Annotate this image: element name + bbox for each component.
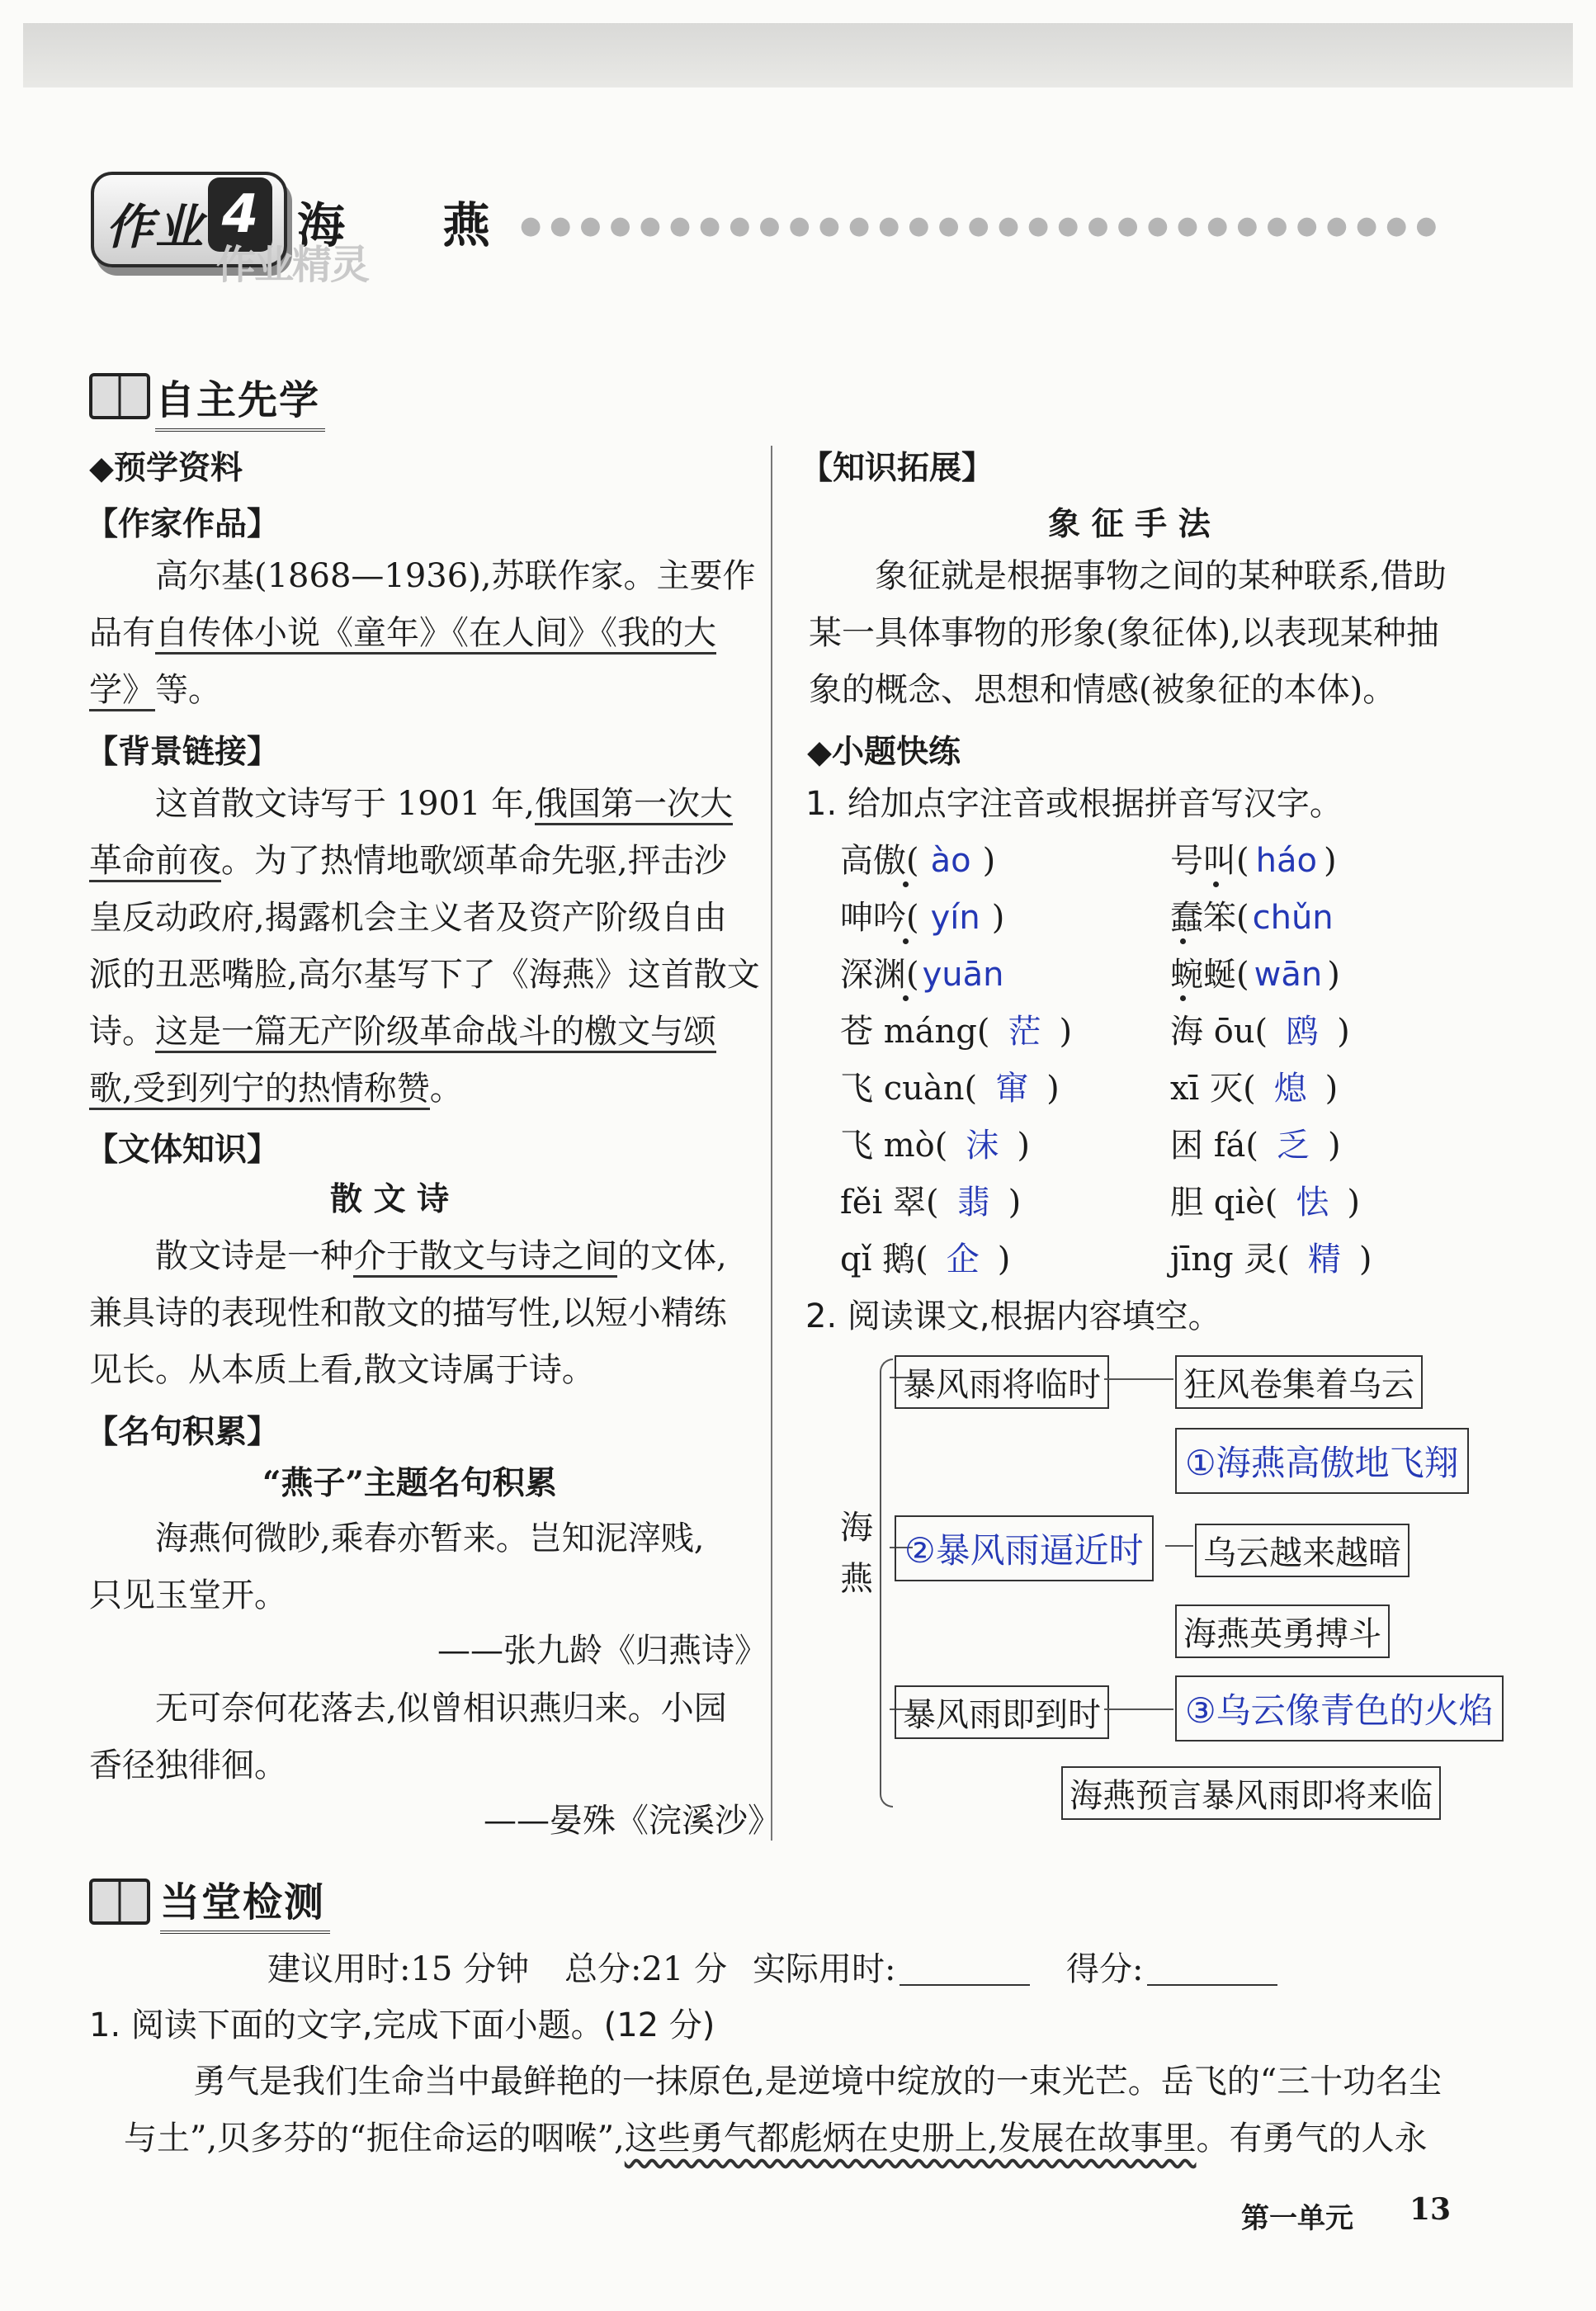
- hanzi-answer[interactable]: 沫: [966, 1127, 999, 1165]
- pinyin-item: [840, 1231, 1010, 1288]
- test-q1-prompt: 1. 阅读下面的文字,完成下面小题。(12 分): [89, 2006, 715, 2044]
- pinyin-word: 胆 qiè(: [1170, 1184, 1278, 1222]
- pinyin-answer[interactable]: yín: [930, 899, 980, 937]
- hanzi-answer[interactable]: 熄: [1273, 1070, 1307, 1108]
- pinyin-word: qǐ 鹅(: [840, 1241, 928, 1278]
- genre-line1: [155, 1228, 727, 1285]
- book-icon: [89, 1879, 150, 1925]
- emphasis-dot: [1180, 995, 1186, 1001]
- map-stage1-item2: [1175, 1428, 1469, 1494]
- pinyin-word: 蜿蜒(: [1170, 956, 1249, 994]
- pinyin-close: ): [1008, 1184, 1022, 1222]
- pinyin-item: [1170, 1231, 1372, 1288]
- pinyin-item: [840, 947, 1008, 1004]
- pinyin-item: [840, 890, 1004, 947]
- pinyin-word: 飞 mò(: [840, 1127, 948, 1165]
- knowledge-line3: 象的概念、思想和情感(被象征的本体)。: [809, 671, 1396, 709]
- pinyin-item: [1170, 890, 1337, 947]
- map-stage-1: 暴风雨将临时: [895, 1355, 1109, 1409]
- badge-prefix: 作业: [106, 199, 205, 255]
- pinyin-close: ): [1347, 1184, 1360, 1222]
- map-stage3-item1: [1175, 1675, 1504, 1742]
- emphasis-dot: [903, 881, 909, 887]
- section-title-self-study: 自主先学: [155, 368, 325, 432]
- q1-prompt: 1. 给加点字注音或根据拼音写汉字。: [805, 785, 1343, 823]
- footer-unit: 第一单元: [1241, 2202, 1353, 2235]
- pinyin-item: [1170, 1174, 1360, 1231]
- author-line3-a: 学》: [89, 671, 155, 711]
- genre-title: 散 文 诗: [330, 1180, 450, 1218]
- pinyin-word: 高傲(: [840, 842, 919, 880]
- background-line5-b: 这是一篇无产阶级革命战斗的檄文与颂: [155, 1013, 716, 1053]
- author-line3-b: 等。: [155, 671, 221, 709]
- pinyin-close: ): [1327, 1127, 1341, 1165]
- genre-label: 【文体知识】: [86, 1131, 280, 1169]
- pinyin-answer[interactable]: yuān: [922, 956, 1004, 994]
- genre-line3: 见长。从本质上看,散文诗属于诗。: [89, 1351, 595, 1389]
- pinyin-item: [1170, 833, 1337, 890]
- watermark: 作业精灵: [216, 242, 369, 288]
- title-dots: ●●●●●●●●●●●●●●●●●●●●●●●●●●●●●●●: [520, 211, 1446, 240]
- score-label: 得分:: [1066, 1950, 1144, 1988]
- pinyin-close: ): [1358, 1241, 1372, 1278]
- pinyin-answer[interactable]: chǔn: [1252, 899, 1334, 937]
- column-divider: [771, 446, 772, 1841]
- emphasis-dot: [1213, 881, 1219, 887]
- section-title-in-class-test: 当堂检测: [160, 1870, 330, 1934]
- answer-1[interactable]: ①海燕高傲地飞翔: [1185, 1443, 1459, 1483]
- pinyin-word: 苍 máng(: [840, 1013, 990, 1051]
- suggested-time: 建议用时:15 分钟: [267, 1950, 530, 1988]
- map-connector: [1104, 1378, 1173, 1380]
- pinyin-close: ): [1324, 1070, 1339, 1108]
- actual-time-label: 实际用时:: [753, 1950, 896, 1988]
- actual-time-blank[interactable]: [900, 1984, 1030, 1986]
- map-connector: [1104, 1708, 1173, 1710]
- pinyin-item: [840, 1118, 1030, 1174]
- map-stage-3: 暴风雨即到时: [895, 1685, 1109, 1739]
- pinyin-answer[interactable]: wān: [1254, 956, 1323, 994]
- pinyin-item: [1170, 947, 1340, 1004]
- map-root: 海 燕: [840, 1509, 873, 1598]
- pinyin-close: ): [1017, 1127, 1030, 1165]
- book-icon: [89, 373, 150, 419]
- q2-prompt: 2. 阅读课文,根据内容填空。: [805, 1297, 1221, 1335]
- pinyin-word: xī 灭(: [1170, 1070, 1256, 1108]
- quote2-line1: 无可奈何花落去,似曾相识燕归来。小园: [155, 1690, 727, 1727]
- map-brace: [880, 1359, 893, 1808]
- lesson-title-char-1: 海: [297, 197, 346, 253]
- top-band: [23, 23, 1573, 87]
- practice-heading: ◆小题快练: [807, 733, 961, 771]
- pinyin-close: ): [1059, 1013, 1073, 1051]
- genre-line1-c: 的文体,: [617, 1237, 727, 1275]
- pinyin-word: 深渊(: [840, 956, 919, 994]
- background-line6-b: 。: [429, 1070, 463, 1108]
- passage-line2: [124, 2110, 1428, 2167]
- emphasis-dot: [903, 938, 909, 944]
- hanzi-answer[interactable]: 企: [946, 1241, 980, 1278]
- pinyin-word: 海 ōu(: [1170, 1013, 1268, 1051]
- map-stage2-item2: 海燕英勇搏斗: [1175, 1604, 1390, 1658]
- pinyin-close: ): [982, 842, 996, 880]
- map-connector: [1165, 1545, 1193, 1547]
- pinyin-close: ): [1046, 1070, 1060, 1108]
- score-blank[interactable]: [1147, 1984, 1277, 1986]
- quotes-title: “燕子”主题名句积累: [262, 1464, 557, 1502]
- pinyin-answer[interactable]: háo: [1255, 842, 1317, 880]
- genre-line1-a: 散文诗是一种: [155, 1237, 353, 1275]
- background-line2-b: 。为了热情地歌颂革命先驱,抨击沙: [221, 842, 727, 880]
- hanzi-answer[interactable]: 鸥: [1286, 1013, 1320, 1051]
- pinyin-close: ): [991, 899, 1005, 937]
- pinyin-word: fěi 翠(: [840, 1184, 939, 1222]
- pinyin-close: ): [1337, 1013, 1350, 1051]
- badge-number: 4: [208, 177, 272, 252]
- hanzi-answer[interactable]: 翡: [956, 1184, 990, 1222]
- knowledge-line2: 某一具体事物的形象(象征体),以表现某种抽: [809, 614, 1439, 652]
- passage-line2-a: 与土”,贝多芬的“扼住命运的咽喉”,: [124, 2120, 625, 2157]
- quotes-label: 【名句积累】: [86, 1413, 280, 1451]
- background-line2-a: 革命前夜: [89, 842, 221, 882]
- map-stage3-item2: 海燕预言暴风雨即将来临: [1061, 1766, 1441, 1820]
- pinyin-close: ): [1327, 956, 1340, 994]
- passage-line2-c: 。有勇气的人永: [1196, 2120, 1428, 2157]
- passage-wavy-underline: 这些勇气都彪炳在史册上,发展在故事里: [624, 2120, 1197, 2157]
- preview-heading: ◆预学资料: [89, 449, 243, 487]
- pinyin-item: [1170, 1061, 1338, 1118]
- page-number: 13: [1409, 2192, 1452, 2227]
- background-line3: 皇反动政府,揭露机会主义者及资产阶级自由: [89, 899, 727, 937]
- hanzi-answer[interactable]: 窜: [995, 1070, 1029, 1108]
- quote2-source: ——晏殊《浣溪沙》: [484, 1802, 781, 1840]
- pinyin-word: 呻吟(: [840, 899, 919, 937]
- pinyin-word: 号叫(: [1170, 842, 1249, 880]
- answer-3[interactable]: ③乌云像青色的火焰: [1185, 1690, 1494, 1731]
- passage-line1: 勇气是我们生命当中最鲜艳的一抹原色,是逆境中绽放的一束光芒。岳飞的“三十功名尘: [193, 2063, 1443, 2101]
- pinyin-item: [840, 1174, 1021, 1231]
- background-line2: [89, 833, 727, 890]
- pinyin-close: ): [1323, 842, 1337, 880]
- total-score: 总分:21 分: [564, 1950, 728, 1988]
- pinyin-word: 飞 cuàn(: [840, 1070, 978, 1108]
- hanzi-answer[interactable]: 精: [1307, 1241, 1341, 1278]
- knowledge-label: 【知识拓展】: [800, 449, 994, 487]
- map-stage1-item1: 狂风卷集着乌云: [1175, 1355, 1423, 1409]
- background-line1: [155, 776, 733, 833]
- author-line1: 高尔基(1868—1936),苏联作家。主要作: [155, 557, 756, 595]
- lesson-title-char-2: 燕: [442, 197, 491, 253]
- background-label: 【背景链接】: [86, 733, 280, 771]
- background-line4: 派的丑恶嘴脸,高尔基写下了《海燕》这首散文: [89, 956, 760, 994]
- genre-line2: 兼具诗的表现性和散文的描写性,以短小精练: [89, 1294, 727, 1332]
- quote2-line2: 香径独徘徊。: [89, 1746, 287, 1784]
- quote1-source: ——张九龄《归燕诗》: [437, 1632, 767, 1670]
- author-works-underlined: 自传体小说《童年》《在人间》《我的大: [155, 614, 716, 655]
- author-line2: [89, 605, 716, 662]
- background-line6-a: 歌,受到列宁的热情称赞: [89, 1070, 430, 1110]
- pinyin-item: [1170, 1004, 1350, 1061]
- pinyin-item: [840, 833, 995, 890]
- map-stage-2: [895, 1515, 1154, 1581]
- hanzi-answer[interactable]: 乏: [1276, 1127, 1310, 1165]
- background-line1-b: 俄国第一次大: [535, 785, 733, 825]
- pinyin-word: 蠢笨(: [1170, 899, 1249, 937]
- background-line5-a: 诗。: [89, 1013, 155, 1051]
- background-line1-a: 这首散文诗写于 1901 年,: [155, 785, 535, 823]
- map-stage2-item1: 乌云越来越暗: [1195, 1524, 1409, 1577]
- quote1-line1: 海燕何微眇,乘春亦暂来。岂知泥滓贱,: [155, 1519, 705, 1557]
- pinyin-word: 困 fá(: [1170, 1127, 1258, 1165]
- author-label: 【作家作品】: [86, 505, 280, 543]
- background-line5: [89, 1004, 716, 1061]
- pinyin-item: [840, 1004, 1072, 1061]
- emphasis-dot: [1180, 938, 1186, 944]
- background-line6: [89, 1061, 463, 1118]
- knowledge-line1: 象征就是根据事物之间的某种联系,借助: [875, 557, 1447, 595]
- emphasis-dot: [903, 995, 909, 1001]
- genre-line1-b: 介于散文与诗之间: [353, 1237, 617, 1278]
- pinyin-item: [840, 1061, 1060, 1118]
- hanzi-answer[interactable]: 怯: [1296, 1184, 1329, 1222]
- author-line2-a: 品有: [89, 614, 155, 652]
- hanzi-answer[interactable]: 茫: [1008, 1013, 1041, 1051]
- pinyin-item: [1170, 1118, 1341, 1174]
- author-line3: [89, 662, 221, 719]
- pinyin-answer[interactable]: ào: [930, 842, 971, 880]
- pinyin-close: ): [997, 1241, 1011, 1278]
- answer-2[interactable]: ②暴风雨逼近时: [904, 1530, 1144, 1571]
- knowledge-title: 象 征 手 法: [1048, 505, 1211, 543]
- quote1-line2: 只见玉堂开。: [89, 1576, 287, 1614]
- pinyin-word: jīng 灵(: [1170, 1241, 1290, 1278]
